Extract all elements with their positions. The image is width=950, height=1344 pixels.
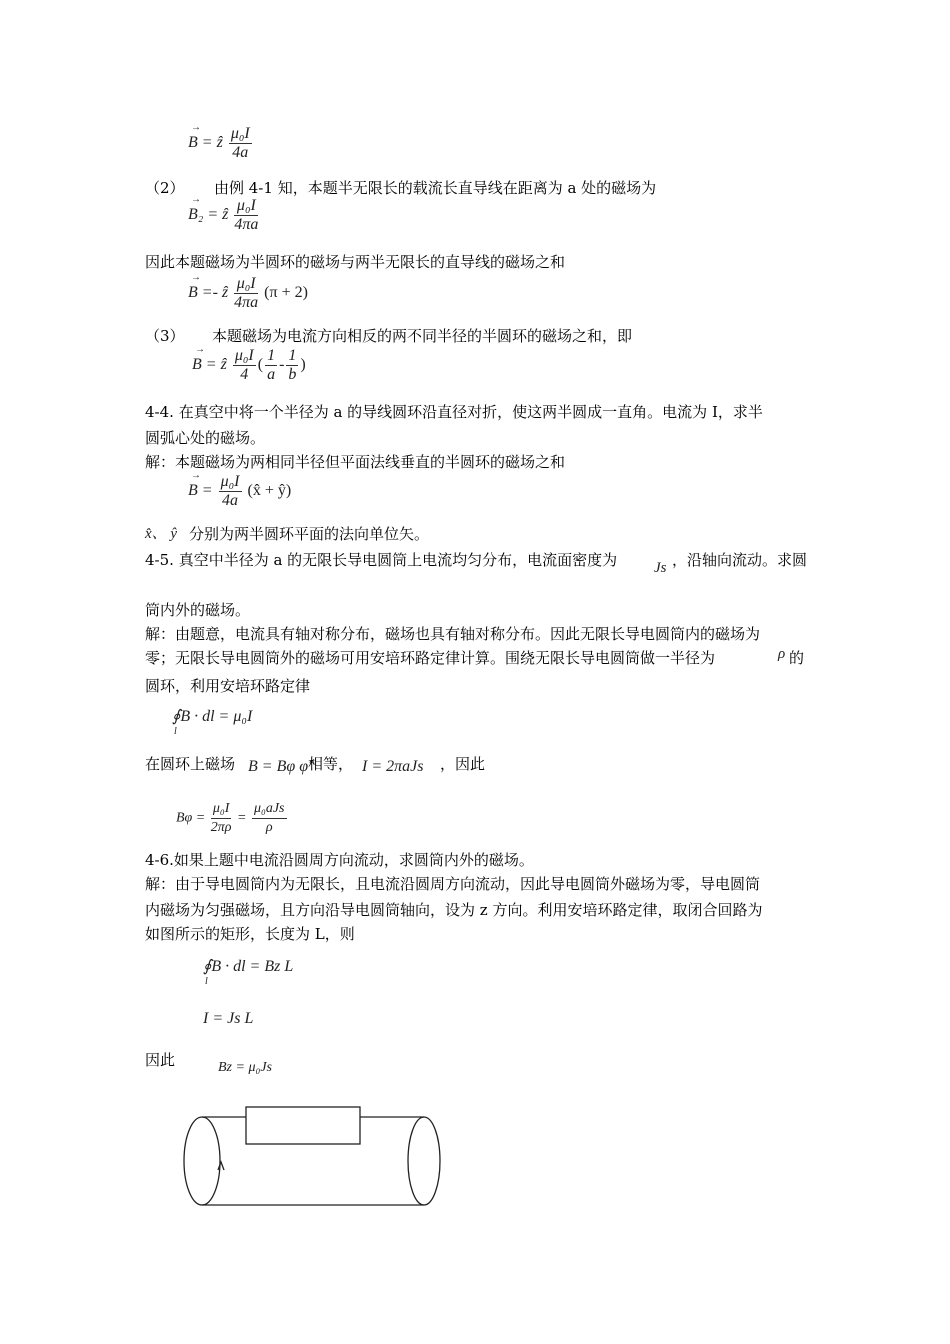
q45-sol1: 解：由题意，电流具有轴对称分布，磁场也具有轴对称分布。因此无限长导电圆筒内的磁场为 xyxy=(145,625,761,643)
current-expression: I = 2πaJs xyxy=(362,758,424,775)
equation-6: Bφ = $\frac{\text{μ₀I}}{2\pi\rho}$ = $\frac{\text{μ₀aJs}}{\rho}$ xyxy=(176,801,285,835)
part2-text: 由例 4-1 知，本题半无限长的载流长直导线在距离为 a 处的磁场为 xyxy=(214,179,657,197)
part2-label: （2） xyxy=(145,179,185,197)
q44-line2: 圆弧心处的磁场。 xyxy=(145,429,266,447)
equation-3: → B =- ẑ $\frac{\text{μ₀I}}{4\pi a}$ (π + 2) xyxy=(188,272,308,311)
q45-line1a: 4-5. 真空中半径为 a 的无限长导电圆筒上电流均匀分布，电流面密度为 xyxy=(145,551,618,569)
equation-4: → B = ẑ $\frac{\text{μ₀I}}{4}$ ( $\frac{1}{a}$ - $\frac{1}{b}$ ) xyxy=(192,344,306,383)
equation-2: → B₂ = ẑ $\frac{\text{μ₀I}}{4\pi a}$ xyxy=(188,194,259,233)
part3-label: （3） xyxy=(145,327,185,345)
unit-vectors: x̂、 ŷ xyxy=(145,526,178,542)
js-symbol: Js xyxy=(654,560,667,576)
ampere-law-2: ∮B · dl = Bz L l xyxy=(203,958,294,987)
current-expression-2: I = Js L xyxy=(203,1010,254,1027)
bz-expression: Bz = μ₀Js xyxy=(218,1060,273,1075)
total-field-text: 因此本题磁场为半圆环的磁场与两半无限长的直导线的磁场之和 xyxy=(145,253,566,271)
q45-sol2b: 的 xyxy=(789,649,805,667)
b-phi-expression: B = Bφ φ̂ xyxy=(248,758,309,775)
q45-sol2a: 零；无限长导电圆筒外的磁场可用安培环路定律计算。围绕无限长导电圆筒做一半径为 xyxy=(145,649,716,667)
q45-ring-b: 相等， xyxy=(308,755,354,773)
part3-text: 本题磁场为电流方向相反的两不同半径的半圆环的磁场之和，即 xyxy=(212,327,633,345)
q45-line2: 筒内外的磁场。 xyxy=(145,601,251,619)
equation-1: → B = ẑ $\frac{\text{μ₀I}}{4a}$ xyxy=(188,122,250,161)
q45-line1b: ，沿轴向流动。求圆 xyxy=(672,551,808,569)
cylinder-left-end xyxy=(184,1117,220,1205)
unit-vectors-text: 分别为两半圆环平面的法向单位矢。 xyxy=(189,525,430,543)
cylinder-right-end xyxy=(408,1117,440,1205)
q44-solution: 解：本题磁场为两相同半径但平面法线垂直的半圆环的磁场之和 xyxy=(145,453,566,471)
q44-line1: 4-4. 在真空中将一个半径为 a 的导线圆环沿直径对折，使这两半圆成一直角。电流为 I，求半 xyxy=(145,403,763,421)
hence-text: 因此 xyxy=(145,1051,176,1069)
q45-sol3: 圆环，利用安培环路定律 xyxy=(145,677,311,695)
ampere-law-1: ∮B · dl = μ₀I l xyxy=(172,708,253,737)
amperian-rectangle xyxy=(246,1107,360,1144)
q46-sol1: 解：由于导电圆筒内为无限长，且电流沿圆周方向流动，因此导电圆筒外磁场为零，导电圆筒 xyxy=(145,875,761,893)
rho-symbol: ρ xyxy=(778,646,786,662)
q46-sol2: 内磁场为匀强磁场，且方向沿导电圆筒轴向，设为 z 方向。利用安培环路定律，取闭合回路为 xyxy=(145,901,763,919)
q45-ring-a: 在圆环上磁场 xyxy=(145,755,236,773)
current-direction-arrow xyxy=(218,1162,224,1170)
q46-sol3: 如图所示的矩形，长度为 L，则 xyxy=(145,925,355,943)
equation-5: → B = $\frac{\text{μ₀I}}{4a}$ (x̂ + ŷ) xyxy=(188,470,292,509)
q46-line1: 4-6.如果上题中电流沿圆周方向流动，求圆筒内外的磁场。 xyxy=(145,851,534,869)
cylinder-diagram xyxy=(180,1100,450,1220)
q45-ring-c: ，因此 xyxy=(440,755,486,773)
